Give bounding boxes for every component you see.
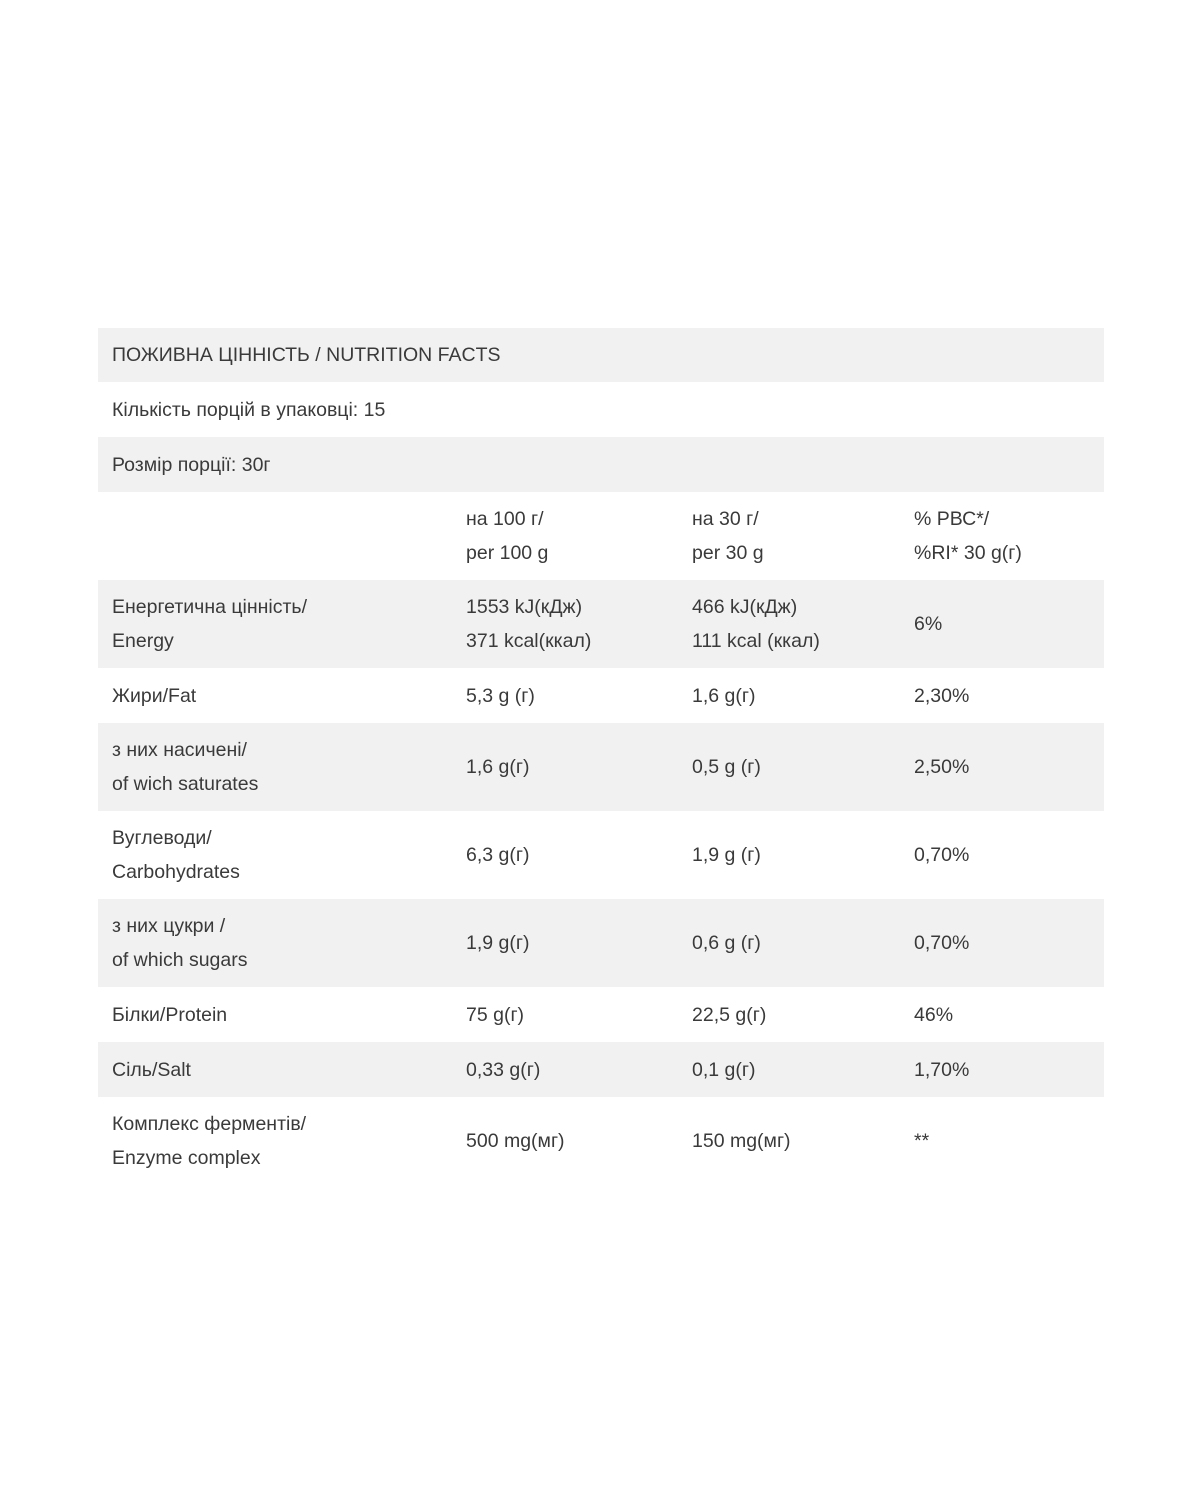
value-per-30g: 1,6 g(г) [692,684,756,707]
value-per-100g-cell [466,838,692,872]
header-ri-line: % РВС*/ [914,508,990,530]
value-per-30g-cell [692,998,914,1032]
column-header-row [98,492,1104,580]
header-per-30g-line: per 30 g [692,542,764,564]
header-per-30g [692,502,914,570]
value-per-100g: 5,3 g (г) [466,684,535,707]
table-title-row [98,328,1104,382]
header-per-100g-line: per 100 g [466,542,549,564]
table-row [98,811,1104,899]
value-per-30g: 0,1 g(г) [692,1058,756,1081]
nutrient-name: Енергетична цінність/ [112,596,307,618]
header-per-100g [466,502,692,570]
value-per-30g-cell [692,1124,914,1158]
nutrient-name: Enzyme complex [112,1147,261,1169]
value-reference-intake-cell [914,838,1104,872]
value-per-100g: 500 mg(мг) [466,1130,565,1152]
nutrient-name: of wich saturates [112,773,259,795]
nutrient-name: Energy [112,630,174,652]
value-per-100g: 1,9 g(г) [466,932,530,954]
servings-per-package-row [98,382,1104,437]
value-per-30g-cell [692,838,914,872]
value-per-100g-cell [466,679,692,713]
table-row [98,899,1104,987]
header-per-100g-line: на 100 г/ [466,508,544,530]
value-reference-intake: ** [914,1130,930,1152]
value-reference-intake-cell [914,1053,1104,1087]
header-per-30g-line: на 30 г/ [692,508,759,530]
nutrient-name-cell [98,909,466,977]
table-row [98,723,1104,811]
value-per-100g: 1553 kJ(кДж) [466,596,583,618]
value-per-30g-cell [692,679,914,713]
value-per-100g-cell [466,1053,692,1087]
value-per-100g-cell [466,750,692,784]
value-per-30g: 0,6 g (г) [692,932,761,954]
value-per-30g: 150 mg(мг) [692,1130,791,1152]
nutrient-name: Carbohydrates [112,861,240,883]
nutrient-name: Сіль/Salt [112,1058,191,1081]
nutrient-name-cell [98,590,466,658]
value-per-100g: 0,33 g(г) [466,1058,541,1081]
value-per-30g: 22,5 g(г) [692,1003,767,1026]
value-per-30g: 0,5 g (г) [692,756,761,778]
value-reference-intake-cell [914,926,1104,960]
table-row [98,1042,1104,1097]
value-per-100g-cell [466,998,692,1032]
value-per-30g-cell [692,750,914,784]
table-row [98,580,1104,668]
value-per-100g: 75 g(г) [466,1003,525,1026]
value-reference-intake-cell [914,679,1104,713]
table-row [98,668,1104,723]
header-ri-line: %RI* 30 g(г) [914,542,1022,564]
serving-size-row [98,437,1104,492]
table-row [98,1097,1104,1185]
servings-per-package: Кількість порцій в упаковці: 15 [112,398,386,421]
table-title: ПОЖИВНА ЦІННІСТЬ / NUTRITION FACTS [112,344,501,366]
value-per-100g-cell [466,926,692,960]
value-reference-intake: 0,70% [914,932,970,954]
nutrient-name-cell [98,733,466,801]
value-per-30g: 111 kcal (ккал) [692,630,820,652]
value-per-30g-cell [692,926,914,960]
value-reference-intake-cell [914,607,1104,641]
value-per-100g-cell [466,590,692,658]
value-per-30g-cell [692,1053,914,1087]
value-reference-intake: 1,70% [914,1058,970,1081]
value-per-100g: 371 kcal(ккал) [466,630,592,652]
value-reference-intake: 2,50% [914,756,970,778]
nutrient-name: Вуглеводи/ [112,827,212,849]
nutrient-name-cell [98,821,466,889]
nutrient-name: Жири/Fat [112,684,197,707]
value-per-30g-cell [692,590,914,658]
nutrient-name: Комплекс ферментів/ [112,1113,307,1135]
value-per-30g: 466 kJ(кДж) [692,596,798,618]
nutrient-name-cell [98,998,466,1032]
value-reference-intake: 0,70% [914,844,970,866]
serving-size: Розмір порції: 30г [112,453,271,476]
nutrient-rows [98,580,1104,1185]
value-reference-intake: 6% [914,613,943,635]
nutrient-name: Білки/Protein [112,1003,228,1026]
value-reference-intake-cell [914,750,1104,784]
nutrient-name: of which sugars [112,949,248,971]
value-reference-intake-cell [914,1124,1104,1158]
value-reference-intake: 2,30% [914,684,970,707]
value-per-100g: 1,6 g(г) [466,756,530,778]
value-reference-intake-cell [914,998,1104,1032]
nutrition-facts-table [98,328,1104,1185]
value-per-100g: 6,3 g(г) [466,844,530,866]
nutrient-name-cell [98,1107,466,1175]
value-per-100g-cell [466,1124,692,1158]
nutrient-name: з них насичені/ [112,739,247,761]
nutrient-name-cell [98,679,466,713]
value-reference-intake: 46% [914,1003,954,1026]
table-row [98,987,1104,1042]
nutrient-name: з них цукри / [112,915,226,937]
value-per-30g: 1,9 g (г) [692,844,761,866]
header-reference-intake [914,502,1104,570]
nutrient-name-cell [98,1053,466,1087]
